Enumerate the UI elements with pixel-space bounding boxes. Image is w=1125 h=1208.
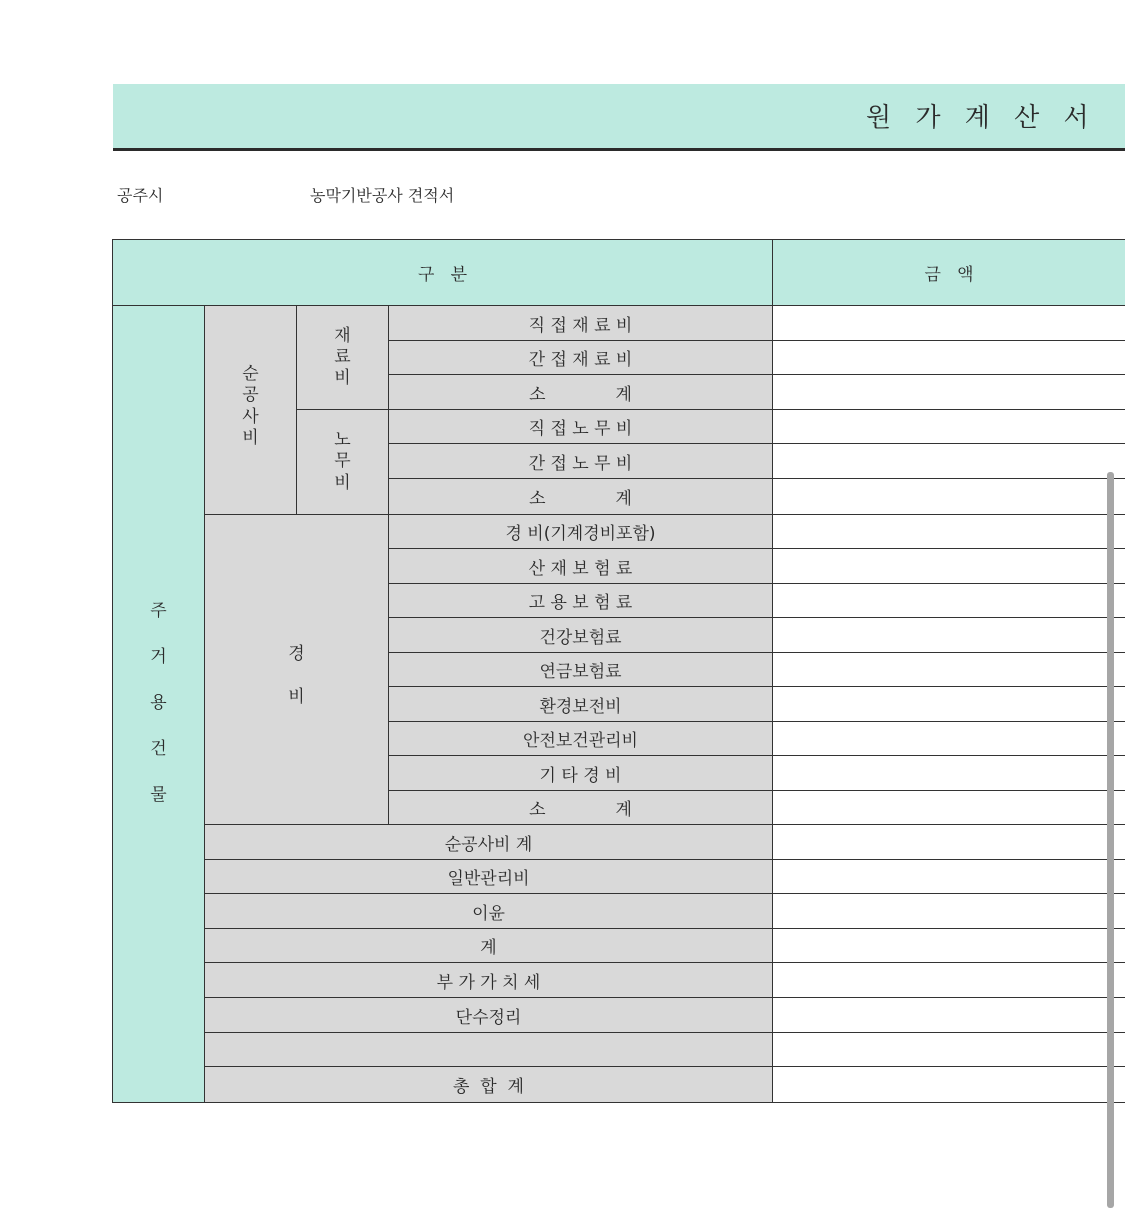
row-total (205, 929, 773, 963)
row-direct-material (389, 306, 773, 341)
row-grand-total (205, 1067, 773, 1103)
group-net-construction-label (242, 364, 258, 449)
page-title: 원 가 계 산 서 (866, 103, 1097, 133)
char: 경 (288, 644, 305, 664)
char: 물 (150, 784, 167, 805)
amount-cell (773, 687, 1125, 722)
char: 비 (334, 472, 351, 493)
char: 주 (150, 601, 167, 622)
amount-cell (773, 1067, 1125, 1103)
char: 거 (150, 647, 167, 668)
amount-cell (773, 860, 1125, 894)
row-label: 건강보험료 (539, 627, 622, 648)
char: 건 (150, 738, 167, 759)
header-category (113, 240, 773, 306)
char: 용 (150, 693, 167, 714)
row-label: 안전보건관리비 (523, 731, 638, 751)
row-label: 산 재 보 험 료 (528, 558, 633, 579)
group-net-construction (205, 306, 297, 515)
amount-cell (773, 584, 1125, 618)
char: 비 (288, 686, 305, 707)
row-general-admin (205, 860, 773, 894)
amount-cell (773, 549, 1125, 584)
project-name: 농막기반공사 견적서 (310, 186, 455, 205)
row-label: 이윤 (472, 903, 505, 924)
row-label: 총 합 계 (453, 1077, 524, 1097)
amount-cell (773, 998, 1125, 1033)
char: 비 (334, 368, 351, 389)
group-residential-building (113, 306, 205, 1103)
row-pension-insurance (389, 653, 773, 687)
row-direct-labor (389, 410, 773, 444)
row-label: 순공사비 계 (444, 834, 533, 855)
vertical-scrollbar[interactable] (1107, 472, 1114, 1208)
row-label: 단수정리 (455, 1007, 522, 1028)
header-amount-label: 금 액 (924, 265, 974, 285)
row-expense-subtotal (389, 791, 773, 825)
amount-cell (773, 894, 1125, 929)
row-label: 경 비(기계경비포함) (505, 524, 656, 544)
amount-cell (773, 722, 1125, 756)
row-safety-health (389, 722, 773, 756)
char: 노 (334, 430, 351, 451)
row-label: 고 용 보 험 료 (528, 593, 633, 613)
row-label: 계 (615, 489, 632, 509)
row-label: 기 타 경 비 (539, 765, 622, 786)
char: 비 (242, 427, 259, 448)
group-expense (205, 515, 389, 825)
row-label: 일반관리비 (447, 869, 530, 889)
row-label: 소 (529, 384, 546, 405)
amount-cell (773, 341, 1125, 375)
row-label: 계 (615, 800, 632, 820)
amount-cell (773, 963, 1125, 998)
row-label: 연금보험료 (539, 662, 622, 682)
row-label: 소 (529, 489, 546, 509)
amount-cell (773, 618, 1125, 653)
row-labor-subtotal (389, 479, 773, 515)
amount-cell (773, 515, 1125, 549)
row-environment (389, 687, 773, 722)
row-label: 직 접 노 무 비 (528, 419, 633, 439)
row-industrial-insurance (389, 549, 773, 584)
group-labor (297, 410, 389, 515)
char: 재 (334, 325, 351, 346)
char: 사 (242, 406, 259, 427)
row-label: 환경보전비 (539, 696, 622, 717)
row-rounding (205, 998, 773, 1033)
amount-cell (773, 306, 1125, 341)
amount-cell (773, 653, 1125, 687)
client-name: 공주시 (117, 186, 164, 205)
row-blank (205, 1033, 773, 1067)
row-label: 간 접 재 료 비 (528, 350, 633, 370)
row-label: 계 (615, 384, 632, 405)
row-vat (205, 963, 773, 998)
header-amount (773, 240, 1125, 306)
row-indirect-material (389, 341, 773, 375)
group-labor-label (334, 430, 350, 494)
group-residential-building-label (150, 589, 166, 818)
row-label: 계 (480, 938, 497, 958)
amount-cell (773, 410, 1125, 444)
row-health-insurance (389, 618, 773, 653)
amount-cell (773, 825, 1125, 860)
row-indirect-labor (389, 444, 773, 479)
group-material-label (334, 326, 350, 390)
row-expense (389, 515, 773, 549)
row-other-expense (389, 756, 773, 791)
row-net-total (205, 825, 773, 860)
group-material (297, 306, 389, 410)
row-label: 부 가 가 치 세 (436, 972, 541, 993)
amount-cell (773, 929, 1125, 963)
amount-cell (773, 375, 1125, 410)
header-category-label: 구 분 (417, 265, 468, 285)
char: 순 (242, 364, 259, 384)
row-label: 간 접 노 무 비 (528, 453, 633, 474)
group-expense-label (288, 633, 304, 718)
row-label: 소 (529, 800, 546, 820)
row-label: 직 접 재 료 비 (528, 315, 633, 336)
amount-cell (773, 1033, 1125, 1067)
amount-cell (773, 479, 1125, 515)
row-material-subtotal (389, 375, 773, 410)
char: 공 (242, 385, 259, 406)
row-profit (205, 894, 773, 929)
amount-cell (773, 444, 1125, 479)
amount-cell (773, 791, 1125, 825)
char: 료 (334, 346, 351, 367)
row-employment-insurance (389, 584, 773, 618)
amount-cell (773, 756, 1125, 791)
char: 무 (334, 451, 351, 472)
